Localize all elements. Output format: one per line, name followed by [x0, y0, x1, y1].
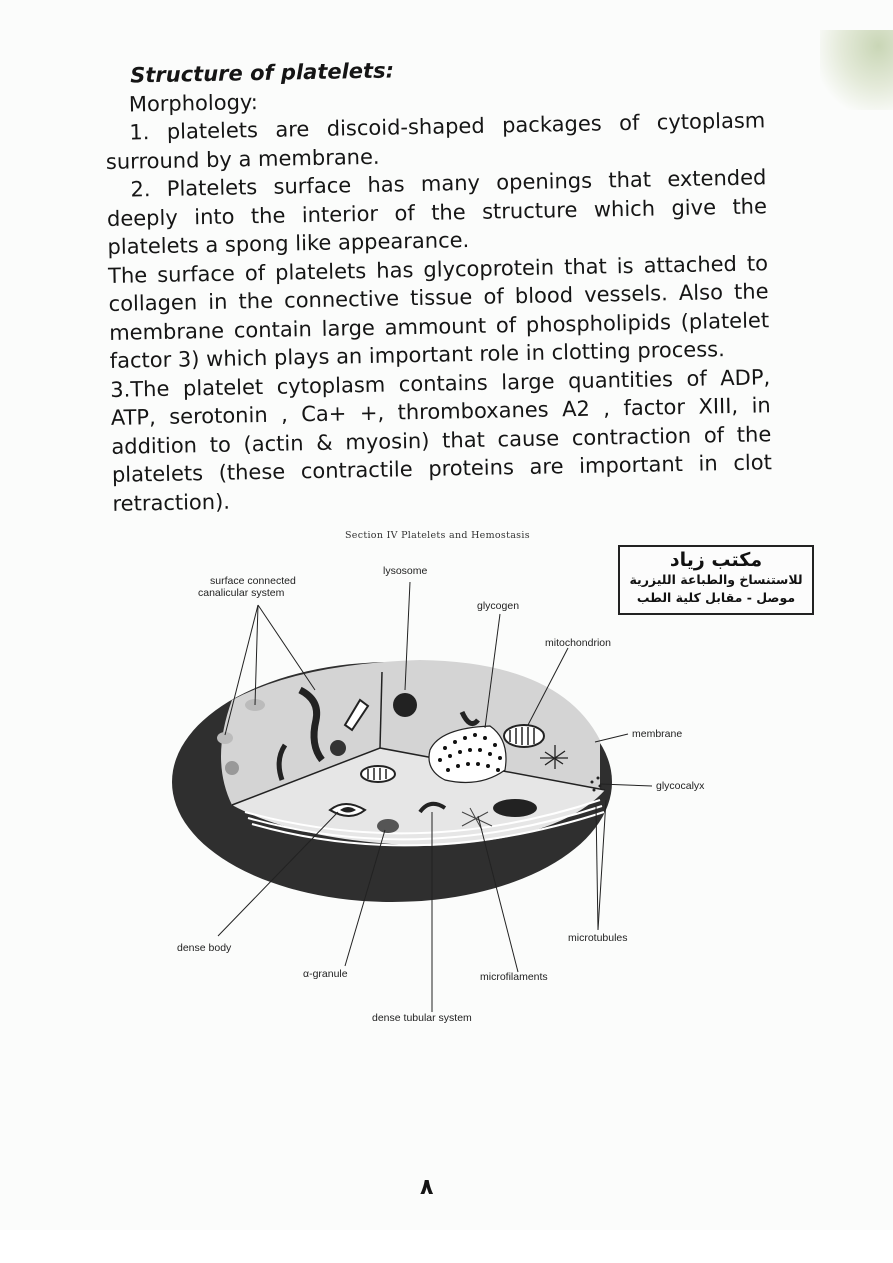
figure-caption: Section IV Platelets and Hemostasis [345, 530, 530, 541]
label-glycocalyx: glycocalyx [656, 780, 705, 792]
label-lysosome: lysosome [383, 565, 428, 577]
label-microtubules: microtubules [568, 932, 628, 944]
paragraph-3: The surface of platelets has glycoprotein that is attached to collagen in the connective tissue of blood vessels. Also the membrane contain large ammount of phospholipids (platelet factor 3) which plays an important role in clotting process. [107, 250, 770, 373]
lysosome-shape [393, 693, 417, 717]
label-canalicular-2: canalicular system [198, 587, 285, 599]
stamp-line-3: موصل - مقابل كلية الطب [636, 590, 796, 605]
page-number: ٨ [420, 1175, 434, 1200]
section-heading: Structure of platelets: [130, 58, 395, 88]
label-glycogen: glycogen [477, 600, 520, 612]
stamp-line-1: مكتب زياد [669, 549, 763, 571]
morphology-subheading: Morphology: [128, 89, 259, 117]
granule-shape [330, 740, 346, 756]
label-dense-body: dense body [177, 942, 232, 954]
paragraph-2: 2. Platelets surface has many openings that extended deeply into the interior of the structure which give the platelets a spong like appearance. [106, 165, 768, 259]
paragraph-1: 1. platelets are discoid-shaped packages of cytoplasm surround by a membrane. [105, 108, 766, 174]
label-mitochondrion: mitochondrion [545, 637, 611, 649]
label-microfilaments: microfilaments [480, 971, 548, 983]
paragraph-4: 3.The platelet cytoplasm contains large quantities of ADP, ATP, serotonin , Ca+ +, thromboxanes A2 , factor XIII, in addition to (actin & myosin) that cause contraction of the platelets (these contractile proteins are important in clot retraction). [110, 364, 773, 516]
mitochondrion-shape-2 [361, 766, 395, 782]
label-dense-tubular: dense tubular system [372, 1012, 472, 1024]
stamp-line-2: للاستنساخ والطباعة الليزرية [629, 572, 803, 587]
label-alpha-granule: α-granule [303, 968, 348, 980]
label-membrane: membrane [632, 728, 683, 740]
canalicular-opening [225, 761, 239, 775]
dense-granule-shape [493, 799, 537, 817]
label-canalicular-1: surface connected [210, 575, 296, 587]
alpha-granule-shape [377, 819, 399, 833]
